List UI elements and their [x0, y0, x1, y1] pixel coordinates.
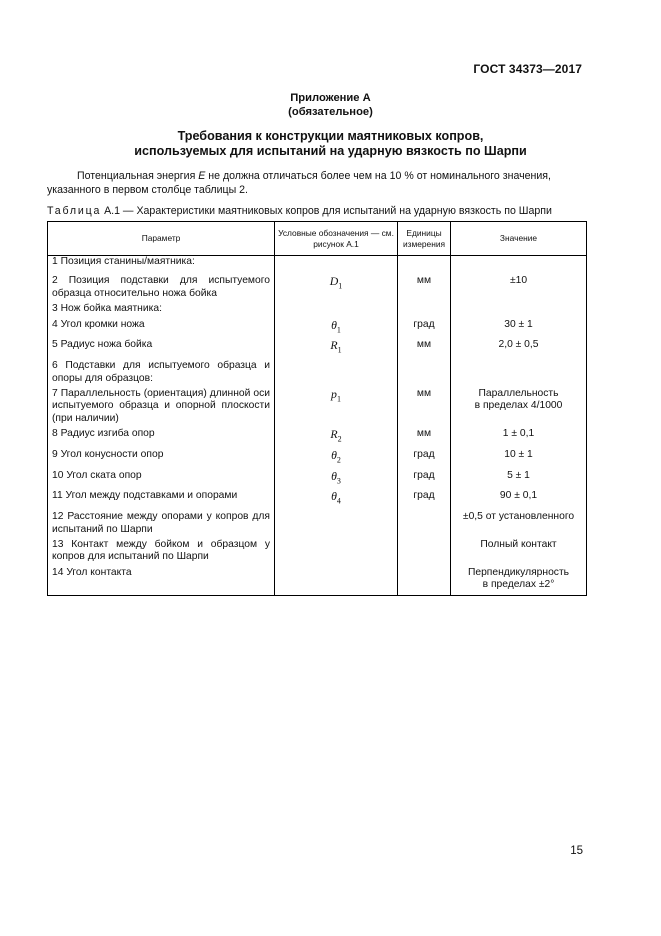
- page-number: 15: [570, 845, 583, 857]
- symbol-letter: θ: [331, 489, 337, 504]
- symbol-cell: [275, 567, 398, 595]
- header-parameter: Параметр: [48, 222, 275, 256]
- table-row: [48, 428, 587, 449]
- table-row: [48, 256, 587, 272]
- symbol-cell: [275, 470, 398, 491]
- value-cell: [451, 256, 587, 272]
- value-cell: ±0,5 от установленного: [451, 511, 587, 539]
- parameter-cell: 5 Радиус ножа бойка: [48, 339, 275, 360]
- unit-cell: мм: [398, 388, 451, 428]
- symbol-index: 1: [338, 281, 343, 291]
- symbol-cell: [275, 490, 398, 511]
- annex-status: (обязательное): [288, 106, 373, 118]
- symbol-cell: [275, 539, 398, 567]
- unit-cell: мм: [398, 339, 451, 360]
- table-row: [48, 319, 587, 340]
- table-row: [48, 303, 587, 318]
- symbol-cell: [275, 271, 398, 303]
- value-cell: Перпендикулярность в пределах ±2°: [451, 567, 587, 595]
- symbol-index: 1: [336, 324, 341, 334]
- parameter-cell: 2 Позиция подставки для испытуемого образца относительно ножа бойка: [48, 271, 275, 303]
- section-heading: [0, 129, 661, 159]
- unit-cell: [398, 567, 451, 595]
- unit-cell: град: [398, 319, 451, 340]
- unit-cell: град: [398, 470, 451, 491]
- value-cell: Параллельность в пределах 4/1000: [451, 388, 587, 428]
- symbol-index: 3: [336, 476, 341, 486]
- energy-symbol: E: [198, 170, 206, 182]
- symbol-cell: [275, 319, 398, 340]
- header-value: Значение: [451, 222, 587, 256]
- value-cell: [451, 360, 587, 388]
- section-heading-line-1: Требования к конструкции маятниковых копров,: [177, 129, 484, 143]
- table-row: [48, 339, 587, 360]
- symbol-cell: [275, 303, 398, 318]
- value-cell: ±10: [451, 271, 587, 303]
- parameter-cell: 9 Угол конусности опор: [48, 449, 275, 470]
- parameter-cell: 6 Подставки для испытуемого образца и опоры для образцов:: [48, 360, 275, 388]
- table-caption-label: Таблица: [47, 205, 102, 217]
- symbol-letter: D: [329, 274, 339, 289]
- unit-cell: [398, 539, 451, 567]
- parameter-cell: 3 Нож бойка маятника:: [48, 303, 275, 318]
- value-cell: Полный контакт: [451, 539, 587, 567]
- table-body: [48, 256, 587, 596]
- characteristics-table: [47, 221, 587, 596]
- symbol-letter: θ: [331, 468, 337, 483]
- unit-cell: [398, 360, 451, 388]
- symbol-cell: [275, 339, 398, 360]
- annex-title: Приложение А: [290, 92, 371, 104]
- body-paragraph: [47, 169, 587, 197]
- unit-cell: [398, 303, 451, 318]
- value-cell: 2,0 ± 0,5: [451, 339, 587, 360]
- table-row: [48, 539, 587, 567]
- parameter-cell: 4 Угол кромки ножа: [48, 319, 275, 340]
- table-row: [48, 449, 587, 470]
- symbol-cell: [275, 428, 398, 449]
- symbol-letter: θ: [331, 447, 337, 462]
- paragraph-text-end: не должна отличаться более чем на 10 % от номинального значения, указанного в первом столбце таблицы 2.: [47, 170, 551, 196]
- value-cell: 1 ± 0,1: [451, 428, 587, 449]
- unit-cell: град: [398, 449, 451, 470]
- symbol-letter: R: [330, 338, 338, 353]
- table-caption: [47, 205, 552, 217]
- symbol-letter: R: [330, 427, 338, 442]
- paragraph-text-start: Потенциальная энергия: [77, 170, 199, 182]
- parameter-cell: 11 Угол между подставками и опорами: [48, 490, 275, 511]
- table-header-row: [48, 222, 587, 256]
- symbol-index: 4: [336, 496, 341, 506]
- unit-cell: мм: [398, 428, 451, 449]
- parameter-cell: 14 Угол контакта: [48, 567, 275, 595]
- parameter-cell: 8 Радиус изгиба опор: [48, 428, 275, 449]
- symbol-cell: [275, 360, 398, 388]
- symbol-index: 1: [336, 394, 341, 404]
- parameter-cell: 7 Параллельность (ориентация) длинной оси испытуемого образца и опорной плоскости (при наличии): [48, 388, 275, 428]
- table-row: [48, 490, 587, 511]
- value-cell: 10 ± 1: [451, 449, 587, 470]
- symbol-cell: [275, 449, 398, 470]
- symbol-index: 2: [336, 455, 341, 465]
- symbol-letter: θ: [331, 317, 337, 332]
- parameter-cell: 10 Угол ската опор: [48, 470, 275, 491]
- annex-heading: [0, 91, 661, 119]
- unit-cell: [398, 256, 451, 272]
- table-caption-text: А.1 — Характеристики маятниковых копров для испытаний на ударную вязкость по Шарпи: [101, 205, 552, 217]
- value-cell: [451, 303, 587, 318]
- symbol-index: 1: [337, 345, 342, 355]
- table-row: [48, 360, 587, 388]
- table-row: [48, 567, 587, 595]
- header-unit: Единицы измерения: [398, 222, 451, 256]
- parameter-cell: 1 Позиция станины/маятника:: [48, 256, 275, 272]
- value-cell: 30 ± 1: [451, 319, 587, 340]
- section-heading-line-2: используемых для испытаний на ударную вязкость по Шарпи: [134, 144, 527, 158]
- header-symbol: Условные обозначения — см. рисунок А.1: [275, 222, 398, 256]
- parameter-cell: 12 Расстояние между опорами у копров для испытаний по Шарпи: [48, 511, 275, 539]
- value-cell: 90 ± 0,1: [451, 490, 587, 511]
- parameter-cell: 13 Контакт между бойком и образцом у копров для испытаний по Шарпи: [48, 539, 275, 567]
- table-row: [48, 470, 587, 491]
- table-row: [48, 388, 587, 428]
- unit-cell: мм: [398, 271, 451, 303]
- symbol-letter: p: [331, 386, 337, 401]
- symbol-cell: [275, 256, 398, 272]
- unit-cell: [398, 511, 451, 539]
- standard-number: ГОСТ 34373—2017: [473, 62, 582, 76]
- symbol-cell: [275, 388, 398, 428]
- table-row: [48, 511, 587, 539]
- symbol-index: 2: [337, 434, 342, 444]
- value-cell: 5 ± 1: [451, 470, 587, 491]
- unit-cell: град: [398, 490, 451, 511]
- table-row: [48, 271, 587, 303]
- symbol-cell: [275, 511, 398, 539]
